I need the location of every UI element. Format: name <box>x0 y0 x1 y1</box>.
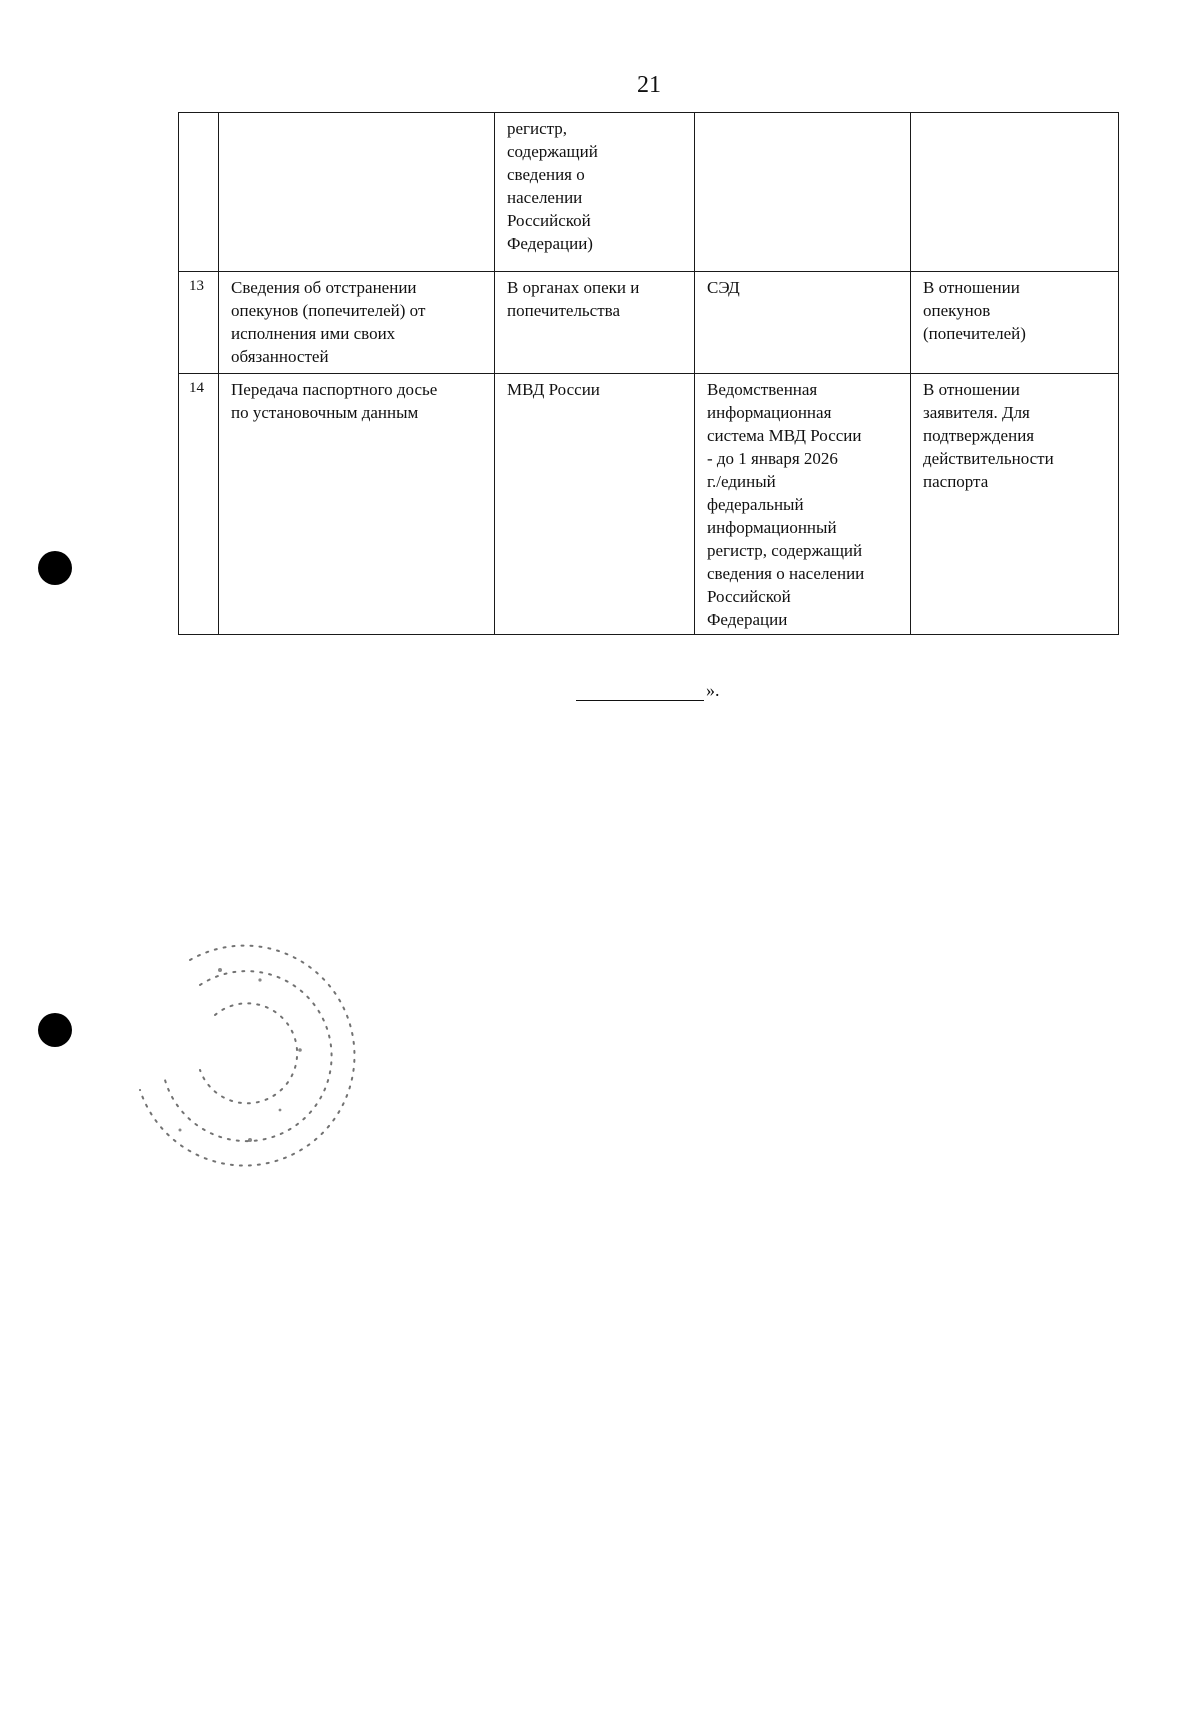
page-number: 21 <box>637 72 661 98</box>
info-system-cell <box>695 113 911 272</box>
stamp-seal-icon <box>120 940 360 1180</box>
info-system-cell: Ведомственная информационная система МВД России - до 1 января 2026 г./единый федеральный информационный регистр, содержащий сведения о населении Российской Федерации <box>695 374 911 635</box>
closing-line <box>576 680 720 701</box>
info-note-cell <box>911 113 1119 272</box>
data-table <box>178 112 1119 635</box>
info-source-cell: регистр, содержащий сведения о населении Российской Федерации) <box>495 113 695 272</box>
closing-quote: ». <box>706 680 720 700</box>
table-row <box>179 272 1119 374</box>
punch-hole-icon <box>38 551 72 585</box>
table-row <box>179 113 1119 272</box>
info-source-cell: МВД России <box>495 374 695 635</box>
row-number: 14 <box>179 374 219 635</box>
row-number <box>179 113 219 272</box>
row-number: 13 <box>179 272 219 374</box>
info-note-cell: В отношении заявителя. Для подтверждения действительности паспорта <box>911 374 1119 635</box>
info-system-cell: СЭД <box>695 272 911 374</box>
info-note-cell: В отношении опекунов (попечителей) <box>911 272 1119 374</box>
table-row <box>179 374 1119 635</box>
info-name-cell <box>219 113 495 272</box>
signature-underline <box>576 680 704 701</box>
info-name-cell: Сведения об отстранении опекунов (попечителей) от исполнения ими своих обязанностей <box>219 272 495 374</box>
info-source-cell: В органах опеки и попечительства <box>495 272 695 374</box>
punch-hole-icon <box>38 1013 72 1047</box>
info-name-cell: Передача паспортного досье по установочным данным <box>219 374 495 635</box>
